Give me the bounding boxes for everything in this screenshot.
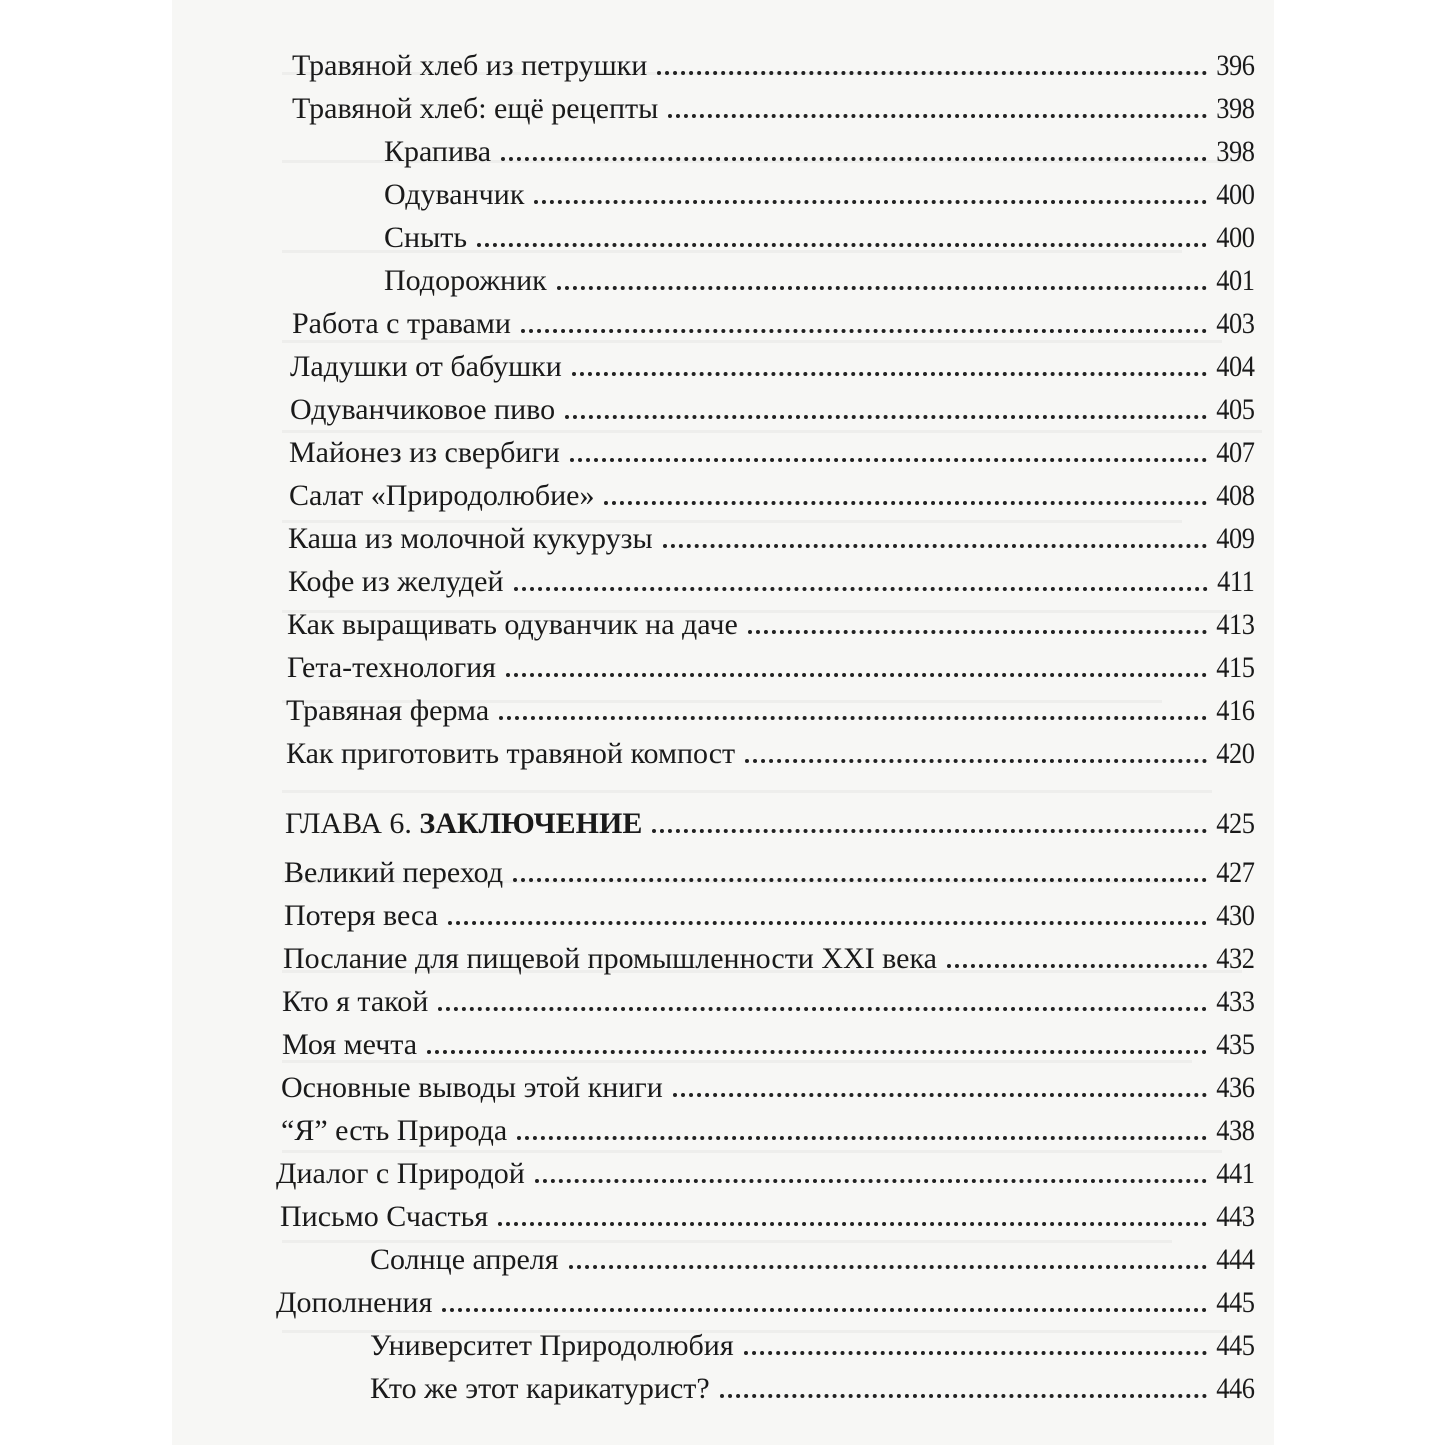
toc-entry-title: Послание для пищевой промышленности XXI века — [283, 942, 937, 975]
dot-leader — [668, 114, 1206, 118]
toc-entry-title: Работа с травами — [292, 307, 511, 340]
toc-entry-page: 435 — [1215, 1028, 1254, 1061]
toc-entry-page: 403 — [1215, 307, 1254, 340]
dot-leader — [442, 1308, 1206, 1312]
toc-entry-page: 415 — [1215, 651, 1254, 684]
toc-entry-page: 409 — [1215, 522, 1254, 555]
dot-leader — [652, 829, 1206, 833]
dot-leader — [748, 630, 1207, 634]
toc-entry-page: 430 — [1215, 899, 1254, 932]
toc-entry-page: 432 — [1215, 942, 1254, 975]
toc-entry-page: 444 — [1215, 1243, 1254, 1276]
toc-entry-title: Потеря веса — [284, 899, 439, 932]
toc-entry-title: Травяная ферма — [286, 694, 490, 727]
toc-entry-title: Как приготовить травяной компост — [286, 737, 736, 770]
dot-leader — [570, 458, 1207, 462]
toc-entry[interactable] — [384, 173, 1254, 213]
toc-entry-page: 411 — [1216, 565, 1254, 598]
toc-entry-page: 427 — [1215, 856, 1254, 889]
toc-entry[interactable] — [287, 646, 1254, 686]
toc-entry[interactable] — [280, 1195, 1254, 1235]
toc-entry-title: Великий переход — [284, 856, 504, 889]
toc-entry[interactable] — [281, 1109, 1254, 1149]
toc-entry[interactable] — [370, 1238, 1254, 1278]
toc-entry[interactable] — [281, 1066, 1254, 1106]
toc-entry-page: 401 — [1215, 264, 1254, 297]
chapter-number: ГЛАВА 6. — [285, 807, 420, 840]
toc-entry-title: Каша из молочной кукурузы — [288, 522, 653, 555]
toc-entry[interactable] — [370, 1367, 1254, 1407]
toc-entry[interactable] — [284, 894, 1254, 934]
toc-entry[interactable] — [284, 851, 1254, 891]
toc-entry-title: Кто я такой — [282, 985, 429, 1018]
toc-entry-page: 425 — [1215, 807, 1254, 840]
toc-entry[interactable] — [287, 603, 1254, 643]
dot-leader — [572, 372, 1207, 376]
toc-entry-title: Крапива — [384, 135, 492, 168]
dot-leader — [499, 716, 1206, 720]
toc-entry-page: 408 — [1215, 479, 1254, 512]
toc-entry-page: 400 — [1215, 178, 1254, 211]
toc-entry-page: 407 — [1215, 436, 1254, 469]
toc-entry-page: 398 — [1215, 92, 1254, 125]
toc-entry-title: Основные выводы этой книги — [281, 1071, 663, 1104]
toc-entry-title: Сныть — [384, 221, 468, 254]
toc-entry-title: Дополнения — [276, 1286, 433, 1319]
toc-entry-page: 446 — [1215, 1372, 1254, 1405]
dot-leader — [663, 544, 1207, 548]
toc-entry-page: 404 — [1215, 350, 1254, 383]
toc-entry-page: 433 — [1215, 985, 1254, 1018]
toc-entry[interactable] — [292, 44, 1254, 84]
dot-leader — [673, 1093, 1207, 1097]
book-page — [172, 0, 1274, 1445]
toc-entry-title: Одуванчик — [384, 178, 525, 211]
dot-leader — [569, 1265, 1207, 1269]
toc-entry[interactable] — [283, 937, 1254, 977]
toc-entry[interactable] — [384, 259, 1254, 299]
toc-entry-title: “Я” есть Природа — [281, 1114, 508, 1147]
toc-entry-page: 400 — [1215, 221, 1254, 254]
table-of-contents — [172, 0, 1274, 1445]
toc-entry-title: Кофе из желудей — [288, 565, 504, 598]
toc-entry[interactable] — [286, 732, 1254, 772]
toc-entry-title: Гета-технология — [287, 651, 496, 684]
toc-entry-title: Ладушки от бабушки — [290, 350, 562, 383]
dot-leader — [604, 501, 1206, 505]
toc-entry-page: 445 — [1215, 1286, 1254, 1319]
dot-leader — [501, 157, 1206, 161]
dot-leader — [557, 286, 1207, 290]
dot-leader — [521, 329, 1207, 333]
toc-entry-page: 416 — [1215, 694, 1254, 727]
dot-leader — [514, 587, 1208, 591]
toc-entry[interactable] — [292, 302, 1254, 342]
toc-entry-page: 420 — [1215, 737, 1254, 770]
toc-entry-title: Кто же этот карикатурист? — [370, 1372, 710, 1405]
chapter-name: ЗАКЛЮЧЕНИЕ — [419, 807, 643, 840]
dot-leader — [744, 1351, 1207, 1355]
dot-leader — [506, 673, 1207, 677]
toc-entry-title: Одуванчиковое пиво — [290, 393, 556, 426]
toc-entry-title: Моя мечта — [282, 1028, 418, 1061]
toc-entry-title: Как выращивать одуванчик на даче — [287, 608, 738, 641]
toc-entry[interactable] — [276, 1281, 1254, 1321]
toc-entry-title: Письмо Счастья — [280, 1200, 489, 1233]
toc-entry-title: Травяной хлеб из петрушки — [292, 49, 648, 82]
toc-entry-title: Майонез из свербиги — [289, 436, 560, 469]
dot-leader — [657, 71, 1206, 75]
toc-entry[interactable] — [289, 431, 1254, 471]
dot-leader — [448, 921, 1206, 925]
toc-entry-page: 445 — [1215, 1329, 1254, 1362]
toc-entry[interactable] — [370, 1324, 1254, 1364]
toc-entry-page: 438 — [1215, 1114, 1254, 1147]
toc-entry-page: 443 — [1215, 1200, 1254, 1233]
dot-leader — [427, 1050, 1206, 1054]
dot-leader — [565, 415, 1206, 419]
toc-entry[interactable] — [290, 388, 1254, 428]
toc-entry-title: Салат «Природолюбие» — [289, 479, 595, 512]
toc-entry[interactable] — [286, 689, 1254, 729]
dot-leader — [720, 1394, 1207, 1398]
dot-leader — [947, 964, 1207, 968]
toc-entry-title: Солнце апреля — [370, 1243, 559, 1276]
toc-entry-page: 405 — [1215, 393, 1254, 426]
dot-leader — [498, 1222, 1206, 1226]
dot-leader — [513, 878, 1206, 882]
dot-leader — [534, 200, 1206, 204]
toc-entry-title: Подорожник — [384, 264, 547, 297]
toc-entry[interactable] — [288, 517, 1254, 557]
toc-entry[interactable] — [290, 345, 1254, 385]
dot-leader — [438, 1007, 1206, 1011]
toc-entry[interactable] — [282, 1023, 1254, 1063]
toc-entry-page: 396 — [1215, 49, 1254, 82]
toc-chapter-title — [285, 806, 642, 842]
toc-entry[interactable] — [384, 216, 1254, 256]
toc-entry-page: 441 — [1215, 1157, 1254, 1190]
toc-entry-page: 413 — [1215, 608, 1254, 641]
toc-entry[interactable] — [384, 130, 1254, 170]
toc-entry[interactable] — [282, 980, 1254, 1020]
toc-entry[interactable] — [288, 560, 1254, 600]
toc-entry-title: Диалог с Природой — [276, 1157, 525, 1190]
toc-chapter-heading[interactable] — [285, 802, 1254, 842]
toc-entry[interactable] — [289, 474, 1254, 514]
toc-entry[interactable] — [292, 87, 1254, 127]
dot-leader — [477, 243, 1206, 247]
toc-entry[interactable] — [276, 1152, 1254, 1192]
toc-entry-title: Травяной хлеб: ещё рецепты — [292, 92, 659, 125]
toc-entry-page: 436 — [1215, 1071, 1254, 1104]
toc-entry-page: 398 — [1215, 135, 1254, 168]
dot-leader — [517, 1136, 1206, 1140]
dot-leader — [535, 1179, 1207, 1183]
toc-entry-title: Университет Природолюбия — [370, 1329, 734, 1362]
dot-leader — [745, 759, 1206, 763]
